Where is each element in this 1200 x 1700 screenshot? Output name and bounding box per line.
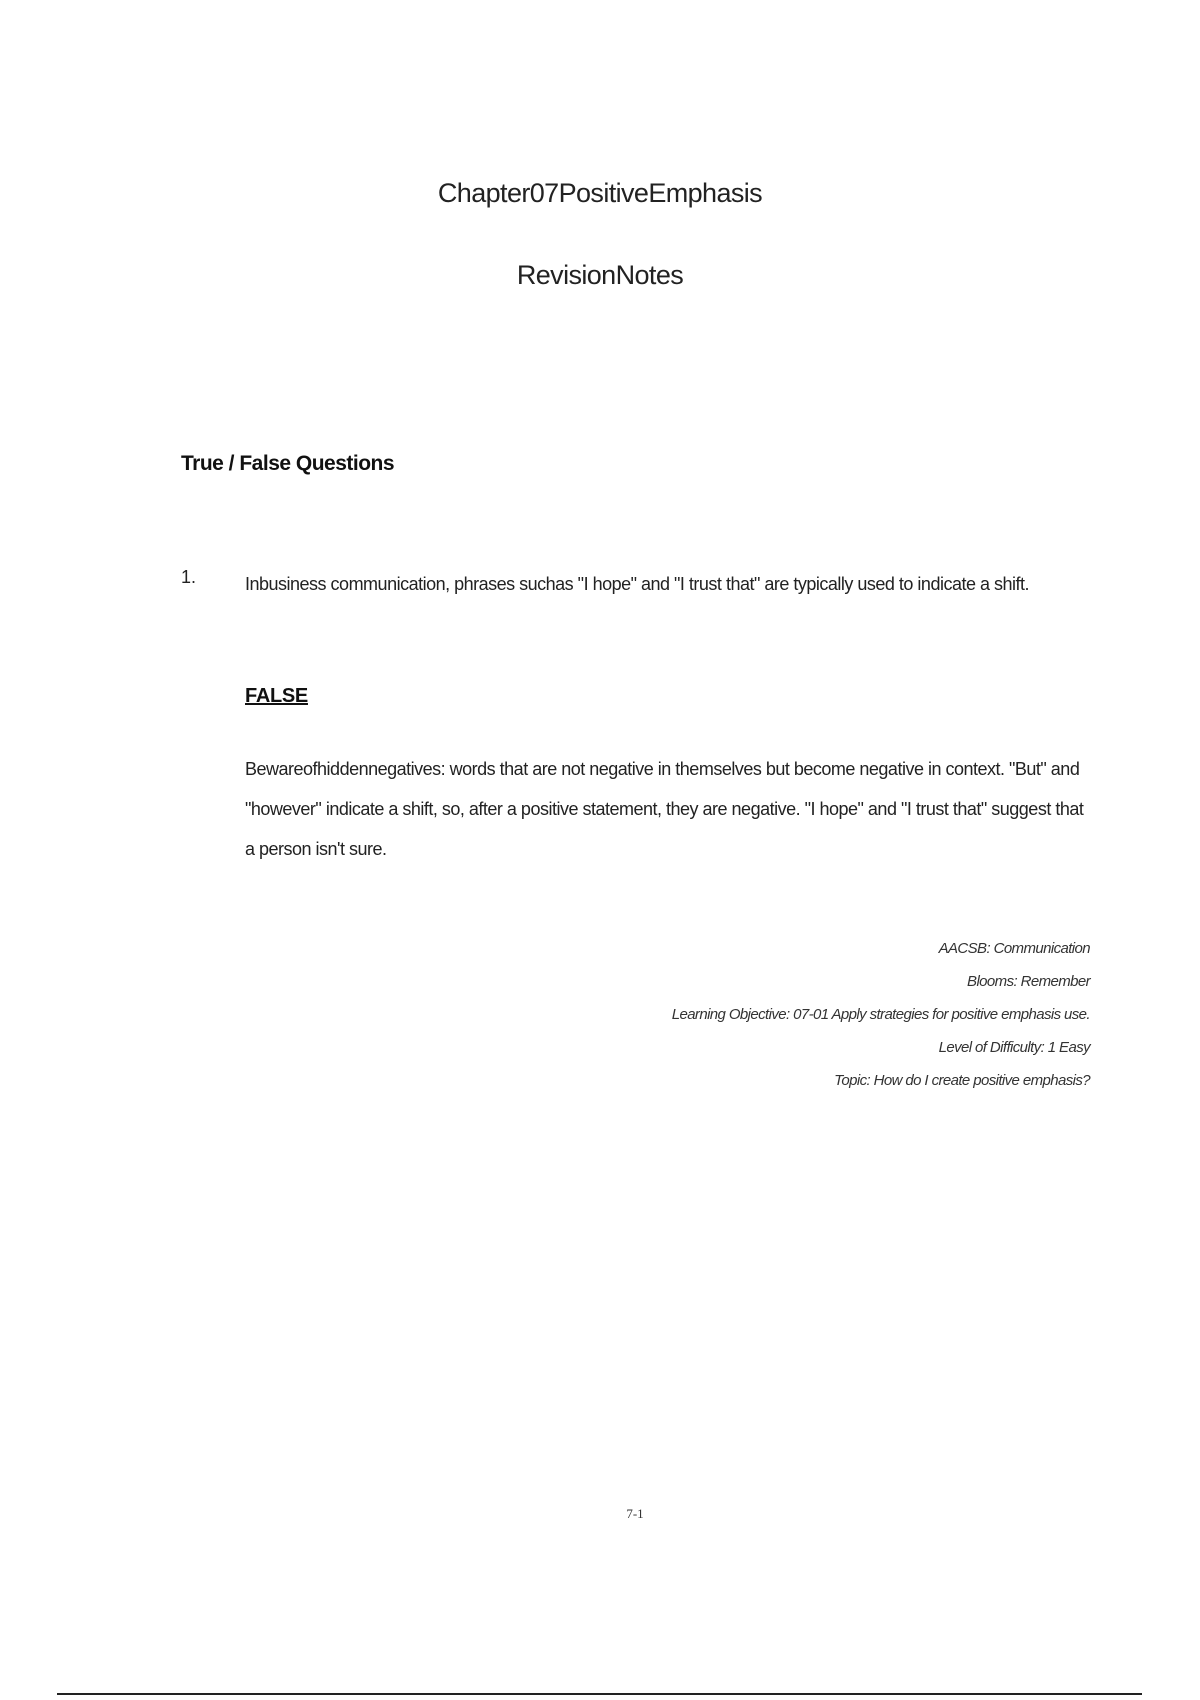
page-number: 7-1 — [626, 1506, 644, 1521]
chapter-title: Chapter07PositiveEmphasis — [437, 178, 763, 208]
answer-explanation: Bewareofhiddennegatives: words that are not negative in themselves but become negative in context. "But" and "however" indicate a shift, so, after a positive statement, they are negative. "I hope" and "I trust that" suggest that a person isn't sure. — [245, 759, 1084, 859]
chapter-subtitle: RevisionNotes — [516, 260, 684, 290]
question-number: 1. — [181, 567, 197, 587]
section-heading: True / False Questions — [181, 452, 395, 475]
meta-topic: Topic: How do I create positive emphasis? — [834, 1072, 1090, 1089]
meta-aacsb: AACSB: Communication — [938, 940, 1090, 957]
answer-label: FALSE — [245, 685, 308, 707]
question-text: Inbusiness communication, phrases suchas "I hope" and "I trust that" are typically used to indicate a shift. — [245, 574, 1030, 594]
meta-blooms: Blooms: Remember — [967, 973, 1090, 990]
meta-learning-objective: Learning Objective: 07-01 Apply strategies for positive emphasis use. — [671, 1006, 1090, 1023]
question-metadata — [672, 932, 1090, 1097]
footer-divider — [57, 1693, 1142, 1695]
meta-difficulty: Level of Difficulty: 1 Easy — [938, 1039, 1090, 1056]
